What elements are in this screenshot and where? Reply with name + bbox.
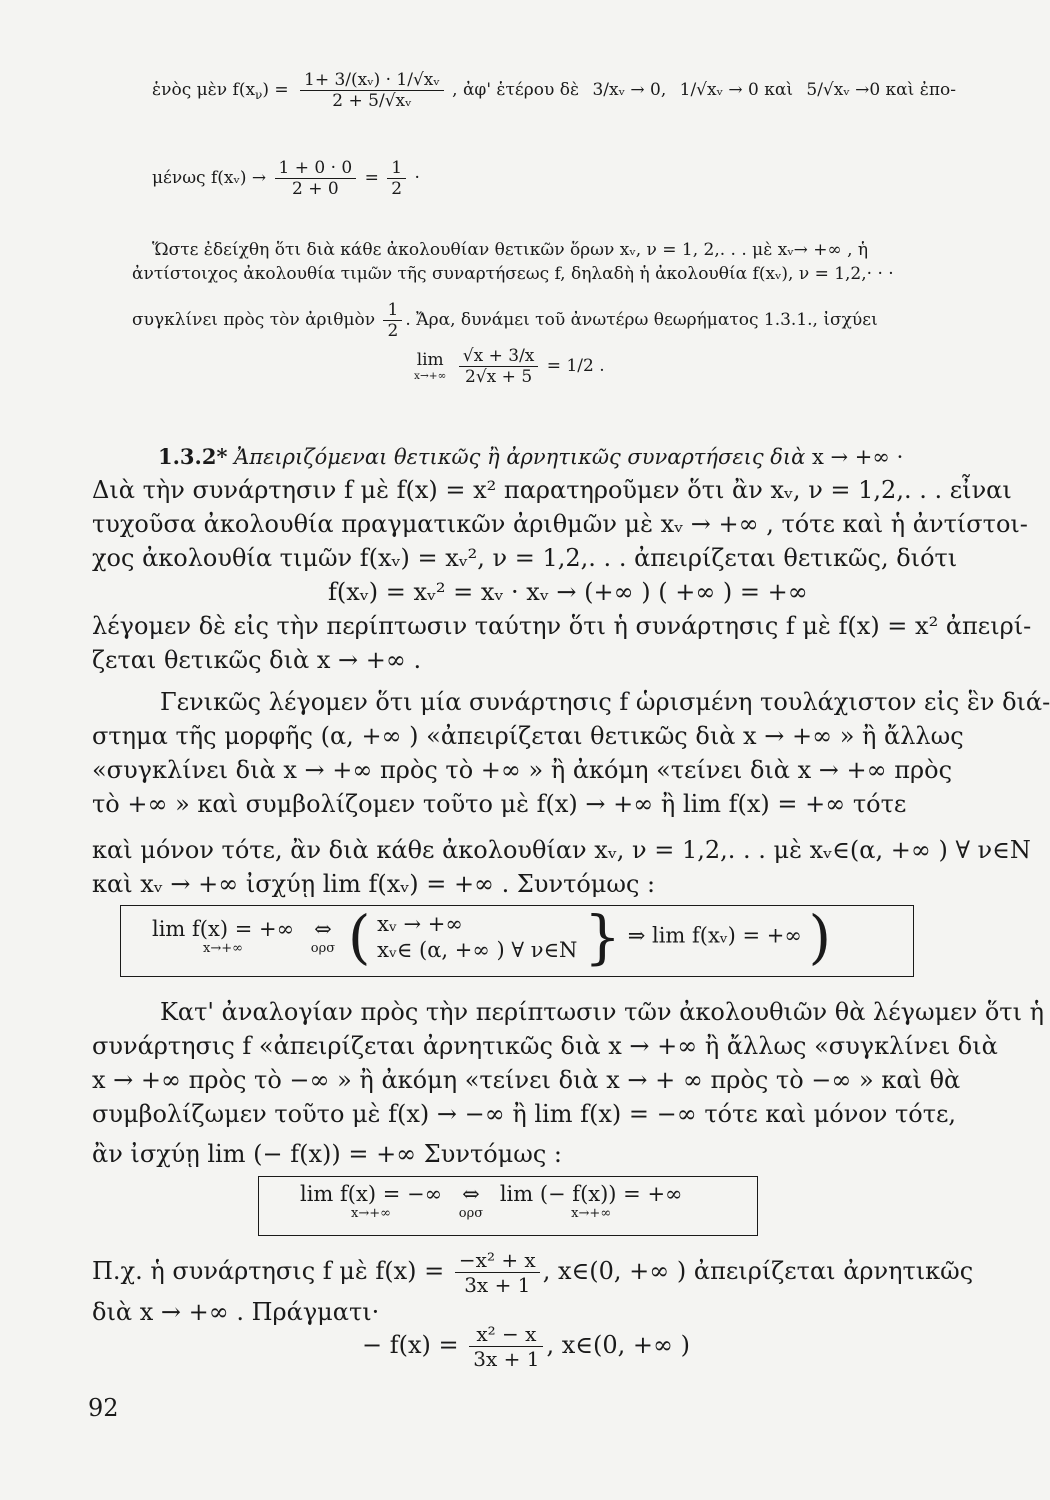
page-number: 92 (88, 1394, 119, 1422)
body-line: συμβολίζωμεν τοῦτο μὲ f(x) → −∞ ἢ lim f(x) = −∞ τότε καὶ μόνον τότε, (92, 1100, 957, 1128)
limit-formula: lim x→+∞ $\frac{√x + 3/x}{2√x + 5}$ = 1/2 . (414, 346, 605, 387)
body-line: τὸ +∞ » καὶ συμβολίζομεν τοῦτο μὲ f(x) → +∞ ἢ lim f(x) = +∞ τότε (92, 790, 907, 818)
body-equation: f(xᵥ) = xᵥ² = xᵥ · xᵥ → (+∞ ) ( +∞ ) = +∞ (328, 578, 808, 606)
fraction-numerator: 1+ 3/(xᵥ) · 1/√xᵥ (300, 70, 444, 91)
fraction-denominator: 2 + 5/√xᵥ (332, 91, 412, 111)
top-line-5: συγκλίνει πρὸς τὸν ἀριθμὸν $\frac{1}{2}$ . Ἄρα, δυνάμει τοῦ ἀνωτέρω θεωρήματος 1.3.1., ἰσχύει (132, 300, 878, 341)
top-line-3: Ὥστε ἐδείχθη ὅτι διὰ κάθε ἀκολουθίαν θετικῶν ὅρων xᵥ, ν = 1, 2,. . . μὲ xᵥ→ +∞ , ἡ (152, 240, 869, 260)
top-line-4: ἀντίστοιχος ἀκολουθία τιμῶν τῆς συναρτήσεως f, δηλαδὴ ἡ ἀκολουθία f(xᵥ), ν = 1,2,· · · (132, 264, 894, 284)
body-line: «συγκλίνει διὰ x → +∞ πρὸς τὸ +∞ » ἢ ἀκόμη «τείνει διὰ x → +∞ πρὸς (92, 756, 953, 784)
body-line: χος ἀκολουθία τιμῶν f(xᵥ) = xᵥ², ν = 1,2,. . . ἀπειρίζεται θετικῶς, διότι (92, 544, 958, 572)
example-line-1: Π.χ. ἡ συνάρτησις f μὲ f(x) = $\frac{\text{−x² + x}}{3x + 1}$ , x∈(0, +∞ ) ἀπειρίζεται ἀρνητικῶς (92, 1248, 974, 1297)
box2-content: lim f(x) = −∞ x→+∞ ⇔ ορσ lim (− f(x)) = +∞ x→+∞ (300, 1182, 683, 1221)
body-line: τυχοῦσα ἀκολουθία πραγματικῶν ἀριθμῶν μὲ xᵥ → +∞ , τότε καὶ ἡ ἀντίστοι- (92, 510, 1028, 538)
body-line: Διὰ τὴν συνάρτησιν f μὲ f(x) = x² παρατηροῦμεν ὅτι ἂν xᵥ, ν = 1,2,. . . εἶναι (92, 476, 1012, 504)
body-line: Κατ' ἀναλογίαν πρὸς τὴν περίπτωσιν τῶν ἀκολουθιῶν θὰ λέγωμεν ὅτι ἡ (160, 998, 1044, 1026)
body-line: στημα τῆς μορφῆς (α, +∞ ) «ἀπειρίζεται θετικῶς διὰ x → +∞ » ἢ ἄλλως (92, 722, 964, 750)
body-line: ζεται θετικῶς διὰ x → +∞ . (92, 646, 422, 674)
body-line: συνάρτησις f «ἀπειρίζεται ἀρνητικῶς διὰ x → +∞ ἢ ἄλλως «συγκλίνει διὰ (92, 1032, 998, 1060)
section-heading: 1.3.2* Ἀπειριζόμεναι θετικῶς ἢ ἀρνητικῶς συναρτήσεις διὰ x → +∞ · (158, 444, 904, 469)
top-line-1: ἑνὸς μὲν $f(x_\nu)$ = $\frac{\text{1+ 3/(xᵥ) · 1/√xᵥ}}{\text{2 + 5/√xᵥ}}$ , ἀφ' ἑτέρου δὲ 3/xᵥ → 0, 1/√xᵥ → 0 καὶ 5/√xᵥ →0 καὶ ἐπο- (152, 70, 957, 111)
body-line: ἂν ἰσχύῃ lim (− f(x)) = +∞ Συντόμως : (92, 1140, 563, 1168)
body-line: καὶ μόνον τότε, ἂν διὰ κάθε ἀκολουθίαν xᵥ, ν = 1,2,. . . μὲ xᵥ∈(α, +∞ ) ∀ ν∈N (92, 836, 1031, 864)
body-line: λέγομεν δὲ εἰς τὴν περίπτωσιν ταύτην ὅτι ἡ συνάρτησις f μὲ f(x) = x² ἀπειρί- (92, 612, 1032, 640)
body-line: καὶ xᵥ → +∞ ἰσχύῃ lim f(xᵥ) = +∞ . Συντόμως : (92, 870, 656, 898)
top-line-2: μένως f(xᵥ) → $\frac{1 + 0 \cdot 0}{2 + 0}$ = $\frac{1}{2}$ · (152, 158, 420, 199)
section-number: 1.3.2* (158, 444, 228, 469)
example-line-2: διὰ x → +∞ . Πράγματι· (92, 1298, 380, 1326)
example-line-3: − f(x) = $\frac{\text{x² − x}}{3x + 1}$ , x∈(0, +∞ ) (362, 1322, 691, 1371)
body-line: Γενικῶς λέγομεν ὅτι μία συνάρτησις f ὡρισμένη τουλάχιστον εἰς ἓν διά- (160, 688, 1050, 716)
box1-content: lim f(x) = +∞ x→+∞ ⇔ ορσ ( xᵥ → +∞ xᵥ∈ (α, +∞ ) ∀ ν∈N } ⇒ lim f(xᵥ) = +∞ ) (152, 903, 832, 971)
body-line: x → +∞ πρὸς τὸ −∞ » ἢ ἀκόμη «τείνει διὰ x → + ∞ πρὸς τὸ −∞ » καὶ θὰ (92, 1066, 961, 1094)
section-title: Ἀπειριζόμεναι θετικῶς ἢ ἀρνητικῶς συναρτήσεις διὰ (234, 445, 806, 469)
